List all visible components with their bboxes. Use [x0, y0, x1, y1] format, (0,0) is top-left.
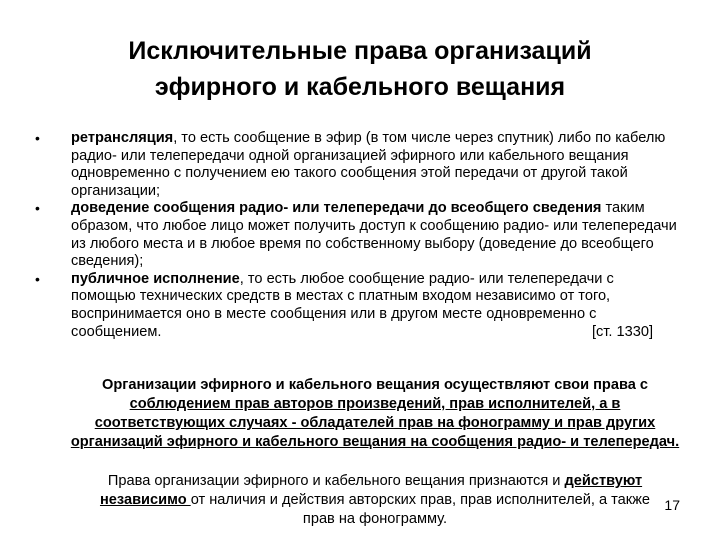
title-line-1: Исключительные права организаций [128, 37, 592, 65]
paragraph-tail: от наличия и действия авторских прав, прав исполнителей, а также прав на фонограмму. [190, 492, 651, 527]
bullet-marker: • [35, 130, 40, 146]
bullet-term: ретрансляция [71, 130, 174, 146]
bullet-marker: • [35, 270, 40, 287]
paragraph-lead: Организации эфирного и кабельного вещания осуществляют свои права с [101, 377, 649, 393]
paragraph-underlined: действуют независимо [99, 473, 643, 508]
page-number: 17 [664, 497, 680, 513]
bullet-marker: • [35, 200, 40, 217]
bullet-text: таким образом, что любое лицо может получить доступ к сообщению радио- или телепередачи из любого места и в любое время по собственному выбору (доведение до всеобщего сведения); [71, 200, 677, 270]
paragraph-underlined: соблюдением прав авторов произведений, прав исполнителей, а в соответствующих случаях - обладателей прав на фонограмму и прав других организаций эфирного и кабельного вещания на сообщения радио- и телепередач. [70, 396, 680, 450]
bullet-list [0, 130, 720, 341]
article-reference: [ст. 1330] [591, 323, 653, 340]
bullet-item-public-performance [0, 271, 681, 341]
bullet-text: , то есть любое сообщение радио- или телепередачи с помощью технических средств в местах с платным входом независимо от того, воспринимается оно в месте сообщения или в другом месте одновременно с сообщением. [71, 270, 614, 340]
bullet-item-public-access [0, 200, 681, 270]
bullet-term: публичное исполнение [71, 270, 240, 287]
bullet-item-retranslation [0, 130, 681, 200]
paragraph-lead: Права организации эфирного и кабельного вещания признаются и [107, 473, 565, 489]
title-line-2: эфирного и кабельного вещания [154, 73, 566, 101]
paragraph-independence [85, 472, 665, 529]
paragraph-rights-exercise [65, 376, 685, 452]
bullet-text: , то есть сообщение в эфир (в том числе через спутник) либо по кабелю радио- или телепередачи одной организацией эфирного или кабельного вещания одновременно с получением ею такого сообщения этой передачи от другой такой организации; [71, 130, 666, 199]
bullet-term: доведение сообщения радио- или телепередачи до всеобщего сведения [71, 200, 602, 217]
slide-title [60, 33, 660, 105]
